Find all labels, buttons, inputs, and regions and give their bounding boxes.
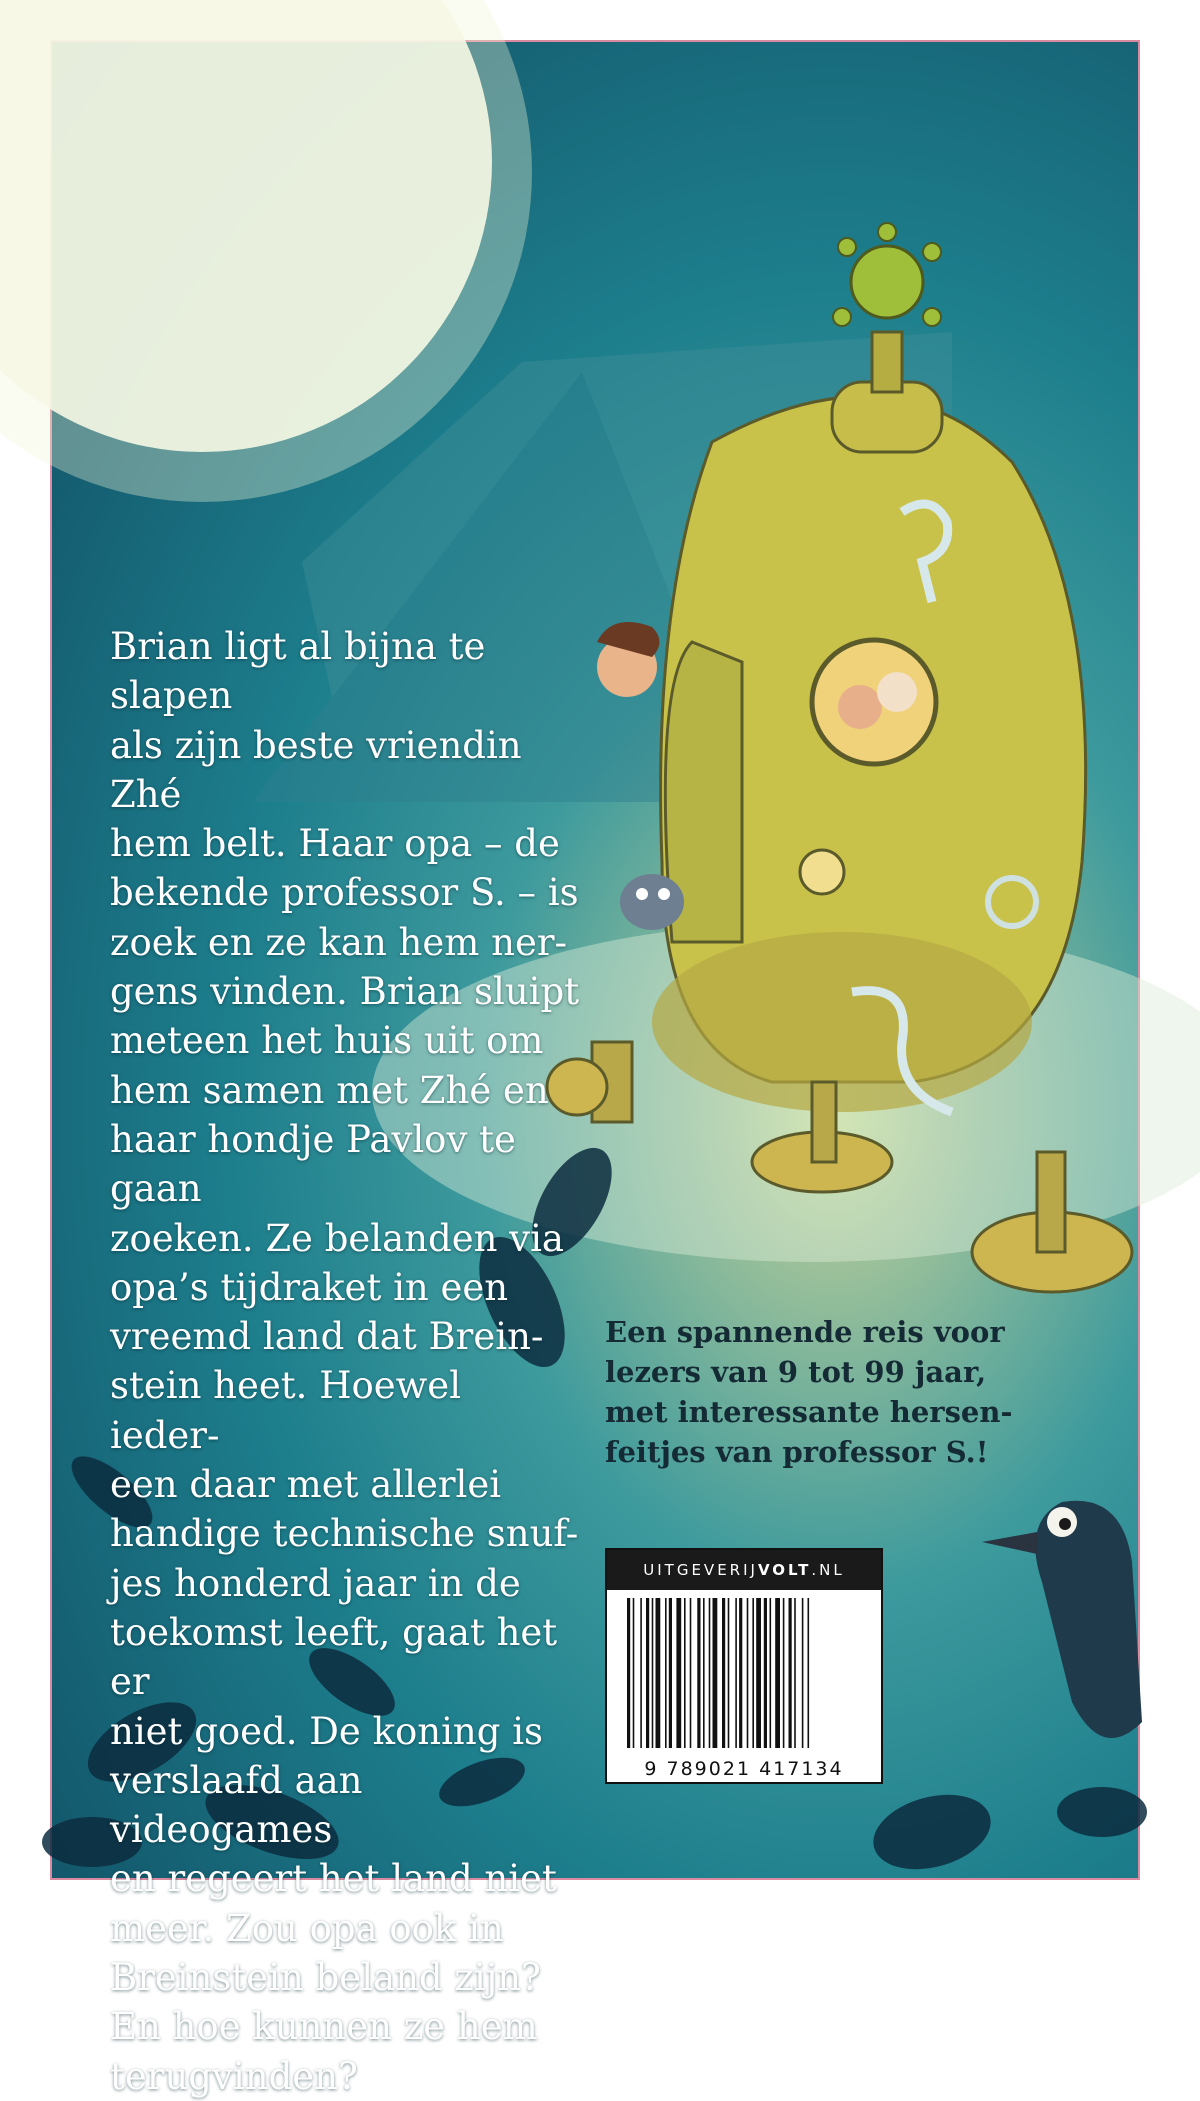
barcode-icon — [619, 1598, 869, 1758]
barcode-bar — [633, 1598, 635, 1748]
tagline: Een spannende reis voor lezers van 9 tot 99 jaar, met interessante hersen- feitjes van professor S.! — [605, 1315, 1013, 1469]
barcode-bar — [808, 1598, 810, 1748]
barcode-bar — [735, 1598, 737, 1748]
publisher-suffix: .NL — [811, 1561, 845, 1579]
barcode-bar — [684, 1598, 686, 1748]
barcode-bar — [783, 1598, 785, 1748]
barcode-bar — [756, 1598, 761, 1748]
publisher-name: VOLT — [757, 1561, 812, 1579]
barcode-bar — [652, 1598, 654, 1748]
barcode-bar — [722, 1598, 725, 1748]
barcode-bar — [697, 1598, 700, 1748]
barcode-bar — [669, 1598, 672, 1748]
barcode-bar — [747, 1598, 749, 1748]
isbn-barcode-block — [605, 1548, 883, 1784]
barcode-bar — [794, 1598, 796, 1748]
barcode-bar — [703, 1598, 705, 1748]
barcode-bar — [739, 1598, 742, 1748]
publisher-prefix: UITGEVERIJ — [643, 1561, 758, 1579]
barcode-bar — [770, 1598, 772, 1748]
crow-icon — [982, 1501, 1142, 1738]
barcode-bar — [752, 1598, 754, 1748]
barcode-bar — [713, 1598, 718, 1748]
barcode-bar — [640, 1598, 642, 1748]
boy-icon — [597, 622, 660, 697]
barcode-bar — [690, 1598, 692, 1748]
barcode-bar — [775, 1598, 780, 1748]
barcode-bar — [789, 1598, 792, 1748]
barcode-bar — [728, 1598, 730, 1748]
book-back-cover — [50, 40, 1140, 2098]
barcode-bar — [665, 1598, 667, 1748]
back-cover-blurb: Brian ligt al bijna te slapen als zijn beste vriendin Zhé hem belt. Haar opa – de bekende professor S. – is zoek en ze kan hem ner- gens vinden. Brian sluipt meteen het huis uit om hem samen met Zhé en haar hondje Pavlov te gaan zoeken. Ze belanden via opa’s tijdraket in een vreemd land dat Brein- stein heet. Hoewel ieder- een daar met allerlei handige technische snuf- jes honderd jaar in de toekomst leeft, gaat het er niet goed. De koning is verslaafd aan videogames en regeert het land niet meer. Zou opa ook in Breinstein beland zijn? En hoe kunnen ze hem terugvinden? — [110, 625, 580, 2098]
barcode-bar — [764, 1598, 767, 1748]
barcode-bar — [627, 1598, 630, 1748]
publisher-band — [607, 1550, 881, 1590]
barcode-bar — [676, 1598, 681, 1748]
barcode-bar — [646, 1598, 649, 1748]
dog-icon — [620, 874, 684, 930]
barcode-bar — [656, 1598, 661, 1748]
isbn-number: 9 789021 417134 — [644, 1758, 844, 1780]
barcode-bar — [709, 1598, 711, 1748]
barcode-bar — [802, 1598, 804, 1748]
